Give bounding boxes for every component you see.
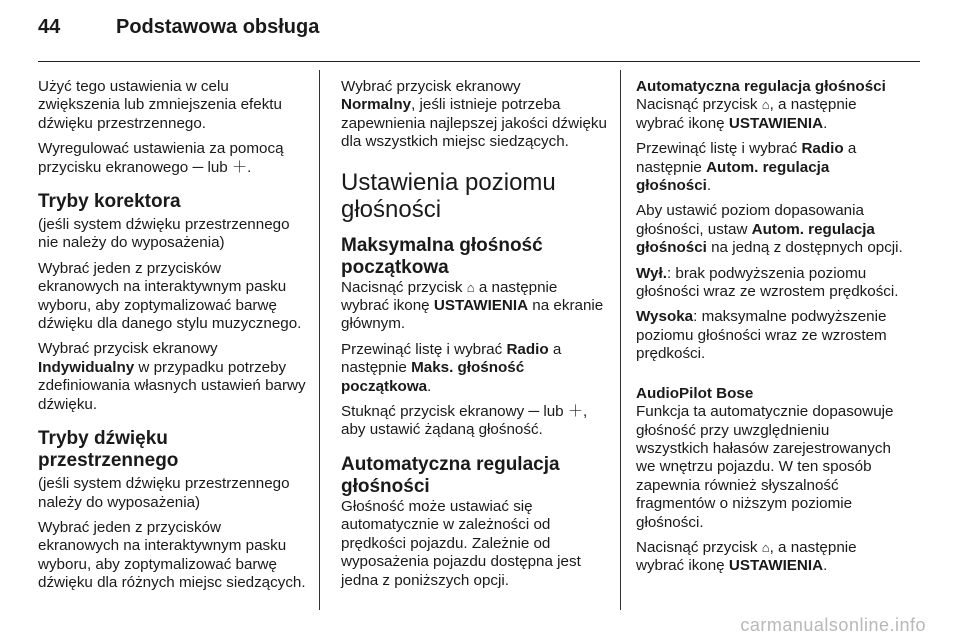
- text: .: [823, 114, 828, 132]
- section-heading-tryby-korektora: Tryby korektora: [38, 191, 181, 213]
- text: , jeśli istnieje potrzeba zapewnienia najlepszej jakości dźwięku dla wszystkich miejsc siedzących.: [341, 96, 607, 151]
- paragraph: [636, 265, 906, 302]
- text: a następnie: [341, 340, 562, 377]
- bold-term: Maks. głośność początkowa: [341, 359, 525, 395]
- bold-term: Normalny: [341, 96, 412, 114]
- text: Nacisnąć przycisk: [636, 538, 762, 556]
- text: , a następnie wybrać ikonę: [636, 96, 857, 132]
- text: a następnie wybrać ikonę: [341, 278, 558, 315]
- paragraph: (jeśli system dźwięku przestrzennego nie należy do wyposażenia): [38, 216, 290, 252]
- text: a następnie: [636, 140, 857, 176]
- paragraph: [636, 308, 906, 363]
- paragraph: [636, 202, 906, 257]
- home-icon: ⌂: [761, 539, 770, 555]
- bold-term: Autom. regulacja głośności: [636, 220, 875, 257]
- paragraph: Głośność może ustawiać się automatycznie w zależności od prędkości pojazdu. Zależnie od wyposażenia pojazdu dostępna jest jedna z poniższych opcji.: [341, 497, 581, 589]
- header-rule: [38, 61, 920, 62]
- bold-term: Wysoka: [636, 308, 694, 326]
- column-divider: [620, 70, 621, 610]
- home-icon: ⌂: [466, 279, 475, 295]
- section-heading-maks: Maksymalna głośność początkowa: [341, 234, 543, 278]
- home-icon: ⌂: [761, 97, 770, 113]
- bold-term: Wył.: [636, 264, 667, 282]
- page-header: [38, 16, 319, 52]
- bold-term: USTAWIENIA: [728, 557, 824, 575]
- paragraph: Wybrać jeden z przycisków ekranowych na interaktywnym pasku wyboru, aby zoptymalizować barwę dźwięku dla danego stylu muzycznego.: [38, 259, 302, 333]
- text: .: [706, 177, 712, 195]
- bold-term: USTAWIENIA: [433, 297, 529, 315]
- paragraph: [636, 539, 906, 576]
- bold-term: USTAWIENIA: [728, 114, 824, 132]
- paragraph: [636, 96, 906, 133]
- subheading-auto: Automatyczna regulacja głośności: [636, 78, 886, 95]
- bold-term: Radio: [506, 340, 549, 358]
- paragraph: [341, 279, 609, 334]
- text: : brak podwyższenia poziomu głośności wraz ze wzrostem prędkości.: [636, 264, 899, 301]
- section-heading-auto: Automatyczna regulacja głośności: [341, 453, 560, 497]
- paragraph: [341, 341, 609, 396]
- subheading-bose: AudioPilot Bose: [636, 384, 754, 402]
- column-1: [38, 78, 306, 600]
- spacer: [636, 371, 906, 385]
- bold-term: Autom. regulacja głośności: [636, 158, 830, 195]
- bold-term: Indywidualny: [38, 358, 135, 376]
- text: , a następnie wybrać ikonę: [636, 538, 857, 575]
- paragraph: Stuknąć przycisk ekranowy ─ lub ＋, aby ustawić żądaną głośność.: [341, 403, 588, 439]
- chapter-heading-ustawienia: Ustawienia poziomu głośności: [341, 168, 556, 223]
- column-3: [636, 78, 906, 583]
- watermark: carmanualsonline.info: [740, 615, 926, 635]
- text: Wybrać przycisk ekranowy: [341, 78, 521, 95]
- column-divider: [319, 70, 320, 610]
- text: w przypadku potrzeby zdefiniowania własnych ustawień barwy dźwięku.: [38, 358, 306, 413]
- text: Przewinąć listę i wybrać: [636, 140, 802, 158]
- text: Nacisnąć przycisk: [341, 278, 467, 296]
- text: .: [823, 557, 828, 575]
- paragraph: [341, 78, 609, 152]
- text: .: [427, 377, 432, 395]
- column-2: [341, 78, 609, 597]
- text: na jedną z dostępnych opcji.: [706, 239, 903, 257]
- page-number: 44: [38, 16, 61, 38]
- text: Aby ustawić poziom dopasowania głośności, ustaw: [636, 202, 864, 238]
- paragraph: Funkcja ta automatycznie dopasowuje głośność przy uwzględnieniu wszystkich hałasów zarejestrowanych we wnętrzu pojazdu. W ten sposób zapewnia również słyszalność fragmentów o niższym poziomie głośności.: [636, 403, 894, 531]
- bold-term: Radio: [801, 140, 844, 158]
- paragraph: Wybrać jeden z przycisków ekranowych na interaktywnym pasku wyboru, aby zoptymalizować barwę dźwięku dla różnych miejsc siedzących.: [38, 518, 306, 592]
- paragraph: Wyregulować ustawienia za pomocą przycisku ekranowego ─ lub ＋.: [38, 140, 284, 176]
- text: Przewinąć listę i wybrać: [341, 340, 507, 358]
- text: Wybrać przycisk ekranowy: [38, 340, 218, 358]
- section-heading-tryby-dzwieku: Tryby dźwięku przestrzennego: [38, 428, 179, 472]
- paragraph: (jeśli system dźwięku przestrzennego należy do wyposażenia): [38, 475, 290, 511]
- text: : maksymalne podwyższenie poziomu głośności wraz ze wzrostem prędkości.: [636, 308, 887, 363]
- paragraph: [636, 140, 906, 195]
- page-title: Podstawowa obsługa: [116, 16, 320, 38]
- text: na ekranie głównym.: [341, 297, 604, 333]
- text: Nacisnąć przycisk: [636, 96, 762, 114]
- paragraph: [38, 340, 306, 414]
- paragraph: Użyć tego ustawienia w celu zwiększenia lub zmniejszenia efektu dźwięku przestrzennego.: [38, 78, 282, 132]
